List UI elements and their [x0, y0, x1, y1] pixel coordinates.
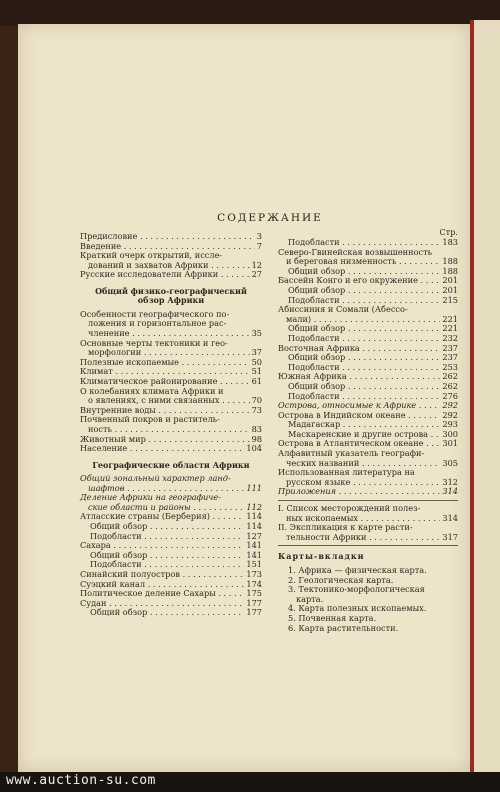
- map-list-item: карта.: [296, 593, 324, 604]
- toc-entry-text: русском языке . . .: [286, 478, 440, 488]
- toc-page-number: 98: [251, 433, 262, 444]
- toc-page-number: 188: [442, 256, 458, 267]
- toc-entry: [80, 251, 262, 270]
- toc-page-number: 51: [251, 366, 262, 377]
- toc-entry-text: Острова в Атлантическом океане . . .: [278, 439, 440, 449]
- divider: [278, 500, 458, 501]
- toc-page-number: 276: [442, 390, 458, 401]
- book-spine-edge: [470, 20, 474, 772]
- toc-page-number: 3: [256, 231, 262, 241]
- toc-entry: [80, 493, 262, 512]
- toc-page-number: 151: [246, 559, 262, 570]
- toc-entry-text: Введение . . .: [80, 242, 255, 252]
- map-list-item: 5. Почвенная карта.: [288, 612, 377, 623]
- toc-page-number: 141: [246, 549, 262, 560]
- toc-entry-row: [278, 533, 458, 543]
- toc-page-number: 127: [246, 530, 262, 541]
- toc-entry-text: Бассейн Конго и его окружение . . .: [278, 276, 440, 286]
- toc-entry: [278, 248, 458, 267]
- toc-entry-text: Общий обзор . . .: [288, 353, 440, 363]
- map-list-item: 4. Карта полезных ископаемых.: [288, 603, 427, 614]
- toc-entry-text: шафтов . . .: [88, 484, 244, 494]
- page-column-label: Стр.: [439, 227, 458, 237]
- page-title: СОДЕРЖАНИЕ: [217, 212, 323, 224]
- toc-entry-row: [80, 358, 262, 368]
- toc-appendix-list: [278, 504, 458, 542]
- toc-page-number: 292: [442, 409, 458, 420]
- toc-entry-text: дований и захватов Африки . . .: [88, 261, 250, 271]
- toc-entry-row: [80, 232, 262, 242]
- divider: [278, 545, 458, 546]
- toc-entry-row: [278, 344, 458, 354]
- toc-entry-row: [80, 261, 262, 271]
- toc-page-number: 314: [442, 486, 458, 497]
- toc-entry-text: мали) . . .: [286, 315, 440, 325]
- toc-entry: [278, 392, 458, 402]
- toc-page-number: 37: [251, 347, 262, 358]
- toc-entry: [80, 358, 262, 368]
- toc-entry-text: Общий обзор . . .: [288, 286, 440, 296]
- toc-entry-row: [80, 599, 262, 609]
- map-list-item: 2. Геологическая карта.: [288, 574, 394, 585]
- map-list-item: 1. Африка — физическая карта.: [288, 565, 427, 575]
- toc-entry-line: Почвенный покров и раститель-: [80, 414, 220, 425]
- toc-page-number: 112: [246, 501, 262, 512]
- toc-entry: [80, 339, 262, 358]
- toc-entry-line: Деление Африки на географиче-: [80, 492, 221, 503]
- toc-entry-row: [80, 435, 262, 445]
- toc-entry-text: ческих названий . . .: [286, 459, 440, 469]
- toc-entry-row: [288, 286, 458, 296]
- section-heading-regions: Географические области Африки: [92, 459, 250, 470]
- toc-entry-line: Использованная литература на: [278, 467, 415, 478]
- toc-page-number: 83: [251, 423, 262, 434]
- toc-entry: [80, 474, 262, 493]
- toc-entry-line: Северо-Гвинейская возвышенность: [278, 246, 433, 257]
- toc-entry-row: [80, 367, 262, 377]
- map-list-item: 6. Карта растительности.: [288, 622, 399, 633]
- toc-entry: [278, 267, 458, 277]
- toc-entry-text: Климат . . .: [80, 367, 250, 377]
- toc-entry-text: Подобласти . . .: [288, 238, 440, 248]
- toc-entry-text: Полезные ископаемые . . .: [80, 358, 250, 368]
- toc-entry-text: ных ископаемых . . .: [286, 514, 440, 524]
- toc-entry-line: I. Список месторождений полез-: [278, 503, 421, 514]
- toc-entry-line: Основные черты тектоники и гео-: [80, 337, 228, 348]
- toc-page-number: 221: [442, 313, 458, 324]
- toc-entry-row: [90, 522, 262, 532]
- toc-page-number: 114: [246, 511, 262, 522]
- toc-entry: [80, 444, 262, 454]
- toc-page-number: 293: [442, 419, 458, 430]
- toc-entry-text: Острова в Индийском океане . . .: [278, 411, 440, 421]
- maps-list: [278, 566, 458, 633]
- toc-entry-row: [288, 392, 458, 402]
- toc-entry-text: членение . . .: [88, 329, 250, 339]
- toc-entry-row: [80, 444, 262, 454]
- toc-page-number: 253: [442, 361, 458, 372]
- toc-entry-text: Общий обзор . . .: [90, 522, 244, 532]
- toc-entry-line: Особенности географического по-: [80, 308, 230, 319]
- toc-entry-row: [288, 324, 458, 334]
- toc-entry-row: [80, 580, 262, 590]
- toc-page-number: 312: [442, 476, 458, 487]
- toc-entry-line: О колебаниях климата Африки и: [80, 385, 224, 396]
- toc-section1-list: [80, 310, 262, 454]
- toc-page-number: 221: [442, 323, 458, 334]
- toc-page-number: 61: [251, 375, 262, 386]
- toc-entry-text: Общий обзор . . .: [288, 382, 440, 392]
- toc-entry-row: [80, 270, 262, 280]
- toc-page-number: 7: [256, 240, 262, 251]
- toc-entry-row: [90, 532, 262, 542]
- toc-entry: [278, 363, 458, 373]
- toc-entry: [278, 286, 458, 296]
- section-heading-line: Общий физико-географический: [95, 285, 247, 296]
- toc-entry-row: [80, 589, 262, 599]
- section-heading-general: [80, 287, 262, 306]
- toc-entry-text: Атласские страны (Берберия) . . .: [80, 512, 244, 522]
- toc-entry-row: [80, 503, 262, 513]
- toc-page-number: 175: [246, 588, 262, 599]
- toc-entry-line: ложения и горизонтальное рас-: [88, 318, 227, 329]
- toc-entry: [278, 420, 458, 430]
- toc-entry-text: Русские исследователи Африки . . .: [80, 270, 250, 280]
- toc-page-number: 141: [246, 540, 262, 551]
- toc-page-number: 215: [442, 294, 458, 305]
- toc-entry: [80, 522, 262, 532]
- toc-page-number: 237: [442, 352, 458, 363]
- toc-page-number: 27: [251, 269, 262, 280]
- toc-entry-row: [90, 608, 262, 618]
- toc-entry-text: Суэцкий канал . . .: [80, 580, 244, 590]
- toc-entry-row: [278, 401, 458, 411]
- toc-entry: [80, 541, 262, 551]
- toc-entry-text: Подобласти . . .: [288, 392, 440, 402]
- toc-entry-row: [288, 382, 458, 392]
- toc-page-number: 201: [442, 284, 458, 295]
- toc-page-number: 174: [246, 578, 262, 589]
- toc-entry: [80, 415, 262, 434]
- toc-entry-text: ность . . .: [88, 425, 250, 435]
- top-dark-band: [0, 0, 500, 26]
- toc-entry: [278, 334, 458, 344]
- toc-entry-row: [278, 276, 458, 286]
- toc-intro-list: [80, 232, 262, 280]
- toc-entry: [278, 430, 458, 440]
- toc-entry: [80, 560, 262, 570]
- toc-entry-text: Предисловие . . .: [80, 232, 255, 242]
- toc-entry: [278, 372, 458, 382]
- toc-entry: [278, 324, 458, 334]
- toc-entry-text: и береговая низменность . . .: [286, 257, 440, 267]
- toc-entry: [278, 382, 458, 392]
- toc-entry-line: Алфавитный указатель географи-: [278, 448, 425, 459]
- toc-entry: [80, 551, 262, 561]
- toc-entry-text: о явлениях, с ними связанных . . .: [88, 396, 250, 406]
- toc-entry: [80, 310, 262, 339]
- toc-entry-text: Сахара . . .: [80, 541, 244, 551]
- toc-entry-text: Восточная Африка . . .: [278, 344, 440, 354]
- toc-page-number: 73: [251, 404, 262, 415]
- toc-entry-row: [80, 348, 262, 358]
- toc-page-number: 35: [251, 327, 262, 338]
- toc-left-column: [80, 232, 262, 618]
- toc-entry: [80, 608, 262, 618]
- toc-section2-list: [80, 474, 262, 618]
- toc-page-number: 12: [251, 259, 262, 270]
- toc-entry-text: Маскаренские и другие острова . . .: [288, 430, 440, 440]
- toc-page-number: 305: [442, 457, 458, 468]
- toc-entry-text: Внутренние воды . . .: [80, 406, 250, 416]
- toc-page-number: 50: [251, 356, 262, 367]
- toc-entry-line: Абиссиния и Сомали (Абессо-: [278, 304, 408, 315]
- toc-right-list: [278, 238, 458, 497]
- toc-entry-line: II. Экспликация к карте расти-: [278, 522, 413, 533]
- toc-entry-text: тельности Африки . . .: [286, 533, 440, 543]
- toc-entry-text: Острова, относимые к Африке . . .: [278, 401, 440, 411]
- toc-page-number: 188: [442, 265, 458, 276]
- toc-entry-text: Общий обзор . . .: [288, 324, 440, 334]
- page-right-edge: [470, 20, 500, 772]
- maps-heading: Карты-вкладки: [278, 551, 365, 562]
- toc-entry-row: [278, 315, 458, 325]
- toc-page-number: 114: [246, 521, 262, 532]
- toc-entry-line: Общий зональный характер ланд-: [80, 473, 231, 484]
- toc-entry-text: Подобласти . . .: [288, 363, 440, 373]
- toc-entry-text: ские области и районы . . .: [88, 503, 244, 513]
- toc-entry: [278, 305, 458, 324]
- toc-entry-row: [278, 478, 458, 488]
- toc-entry-text: Синайский полуостров . . .: [80, 570, 244, 580]
- toc-entry-text: Политическое деление Сахары . . .: [80, 589, 244, 599]
- toc-entry: [80, 580, 262, 590]
- toc-entry: [278, 276, 458, 286]
- toc-entry-row: [80, 512, 262, 522]
- toc-entry-row: [80, 570, 262, 580]
- toc-entry-row: [90, 560, 262, 570]
- toc-entry-row: [288, 430, 458, 440]
- toc-entry: [80, 599, 262, 609]
- toc-page-number: 301: [442, 438, 458, 449]
- toc-entry-row: [80, 541, 262, 551]
- toc-entry-row: [288, 363, 458, 373]
- toc-entry-text: Животный мир . . .: [80, 435, 250, 445]
- toc-entry: [80, 532, 262, 542]
- toc-page-number: 232: [442, 332, 458, 343]
- toc-entry: [80, 270, 262, 280]
- toc-entry: [278, 353, 458, 363]
- toc-entry: [278, 401, 458, 411]
- section-heading-line: обзор Африки: [137, 295, 205, 306]
- watermark-text: www.auction-su.com: [6, 773, 156, 788]
- toc-entry: [278, 487, 458, 497]
- toc-entry-row: [278, 257, 458, 267]
- toc-page-number: 173: [246, 569, 262, 580]
- toc-entry-row: [288, 420, 458, 430]
- toc-entry: [80, 512, 262, 522]
- toc-page-number: 237: [442, 342, 458, 353]
- toc-right-column: [278, 227, 458, 633]
- toc-entry: [80, 367, 262, 377]
- toc-entry: [80, 387, 262, 406]
- toc-entry: [80, 570, 262, 580]
- toc-entry-row: [80, 425, 262, 435]
- toc-entry: [278, 449, 458, 468]
- toc-entry-text: Судан . . .: [80, 599, 244, 609]
- toc-entry-text: Мадагаскар . . .: [288, 420, 440, 430]
- toc-entry-row: [288, 334, 458, 344]
- toc-entry-line: Краткий очерк открытий, иссле-: [80, 250, 223, 261]
- toc-entry-text: Южная Африка . . .: [278, 372, 440, 382]
- toc-entry-text: Население . . .: [80, 444, 244, 454]
- toc-entry-text: Подобласти . . .: [288, 296, 440, 306]
- toc-page-number: 183: [442, 237, 458, 247]
- toc-entry: [278, 344, 458, 354]
- toc-entry-text: Общий обзор . . .: [90, 608, 244, 618]
- toc-entry-row: [278, 372, 458, 382]
- toc-entry-row: [288, 353, 458, 363]
- toc-entry-row: [278, 487, 458, 497]
- toc-entry: [80, 435, 262, 445]
- toc-entry-text: Приложения . . .: [278, 487, 440, 497]
- toc-page-number: 104: [246, 443, 262, 454]
- toc-page-number: 300: [442, 428, 458, 439]
- toc-page-number: 292: [442, 400, 458, 411]
- toc-entry-text: Подобласти . . .: [90, 560, 244, 570]
- toc-entry-row: [80, 396, 262, 406]
- toc-entry: [278, 504, 458, 523]
- toc-entry-text: Подобласти . . .: [90, 532, 244, 542]
- toc-entry: [278, 468, 458, 487]
- toc-entry: [80, 232, 262, 242]
- toc-page-number: 262: [442, 371, 458, 382]
- toc-page-number: 111: [246, 482, 262, 493]
- toc-entry-row: [90, 551, 262, 561]
- toc-entry-text: Общий обзор . . .: [90, 551, 244, 561]
- toc-entry: [80, 589, 262, 599]
- toc-entry-text: морфологии . . .: [88, 348, 250, 358]
- toc-page-number: 177: [246, 607, 262, 618]
- toc-page-number: 177: [246, 597, 262, 608]
- toc-entry-text: Климатическое районирование . . .: [80, 377, 250, 387]
- toc-entry-text: Общий обзор . . .: [288, 267, 440, 277]
- toc-entry-text: Подобласти . . .: [288, 334, 440, 344]
- toc-entry-row: [278, 411, 458, 421]
- toc-entry-row: [288, 267, 458, 277]
- toc-page-number: 314: [442, 512, 458, 523]
- toc-entry: [278, 411, 458, 421]
- map-list-item: 3. Тектонико-морфологическая: [288, 584, 425, 595]
- toc-entry: [278, 523, 458, 542]
- toc-page-number: 201: [442, 275, 458, 286]
- toc-page-number: 70: [251, 395, 262, 406]
- toc-page-number: 317: [442, 531, 458, 542]
- toc-page-number: 262: [442, 380, 458, 391]
